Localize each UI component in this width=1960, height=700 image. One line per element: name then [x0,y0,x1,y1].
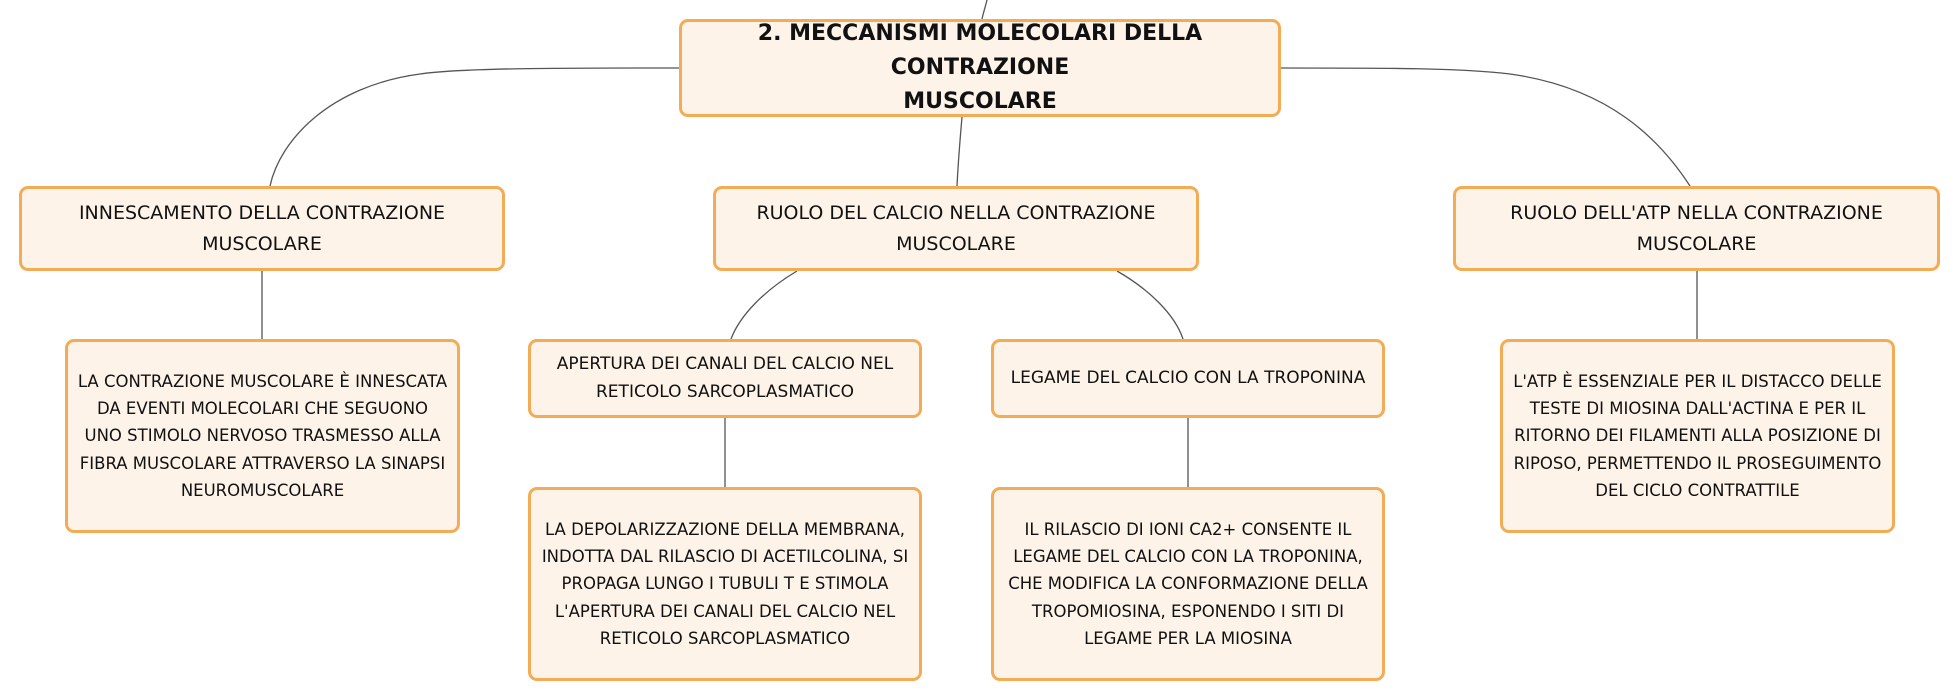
atp-topic-node[interactable] [1453,186,1940,271]
root-topic-text: 2. MECCANISMI MOLECOLARI DELLA CONTRAZIONE MUSCOLARE [757,20,1203,115]
apertura-canali-node[interactable] [528,339,922,418]
root-topic-node[interactable] [679,19,1281,117]
legame-detail-node[interactable] [991,487,1385,681]
innescamento-topic-text: INNESCAMENTO DELLA CONTRAZIONE MUSCOLARE [78,202,446,255]
legame-troponina-node[interactable] [991,339,1385,418]
innescamento-detail-text: LA CONTRAZIONE MUSCOLARE È INNESCATA DA EVENTI MOLECOLARI CHE SEGUONO UNO STIMOLO NERVOSO TRASMESSO ALLA FIBRA MUSCOLARE ATTRAVERSO LA SINAPSI NEUROMUSCOLARE [77,372,448,500]
legame-detail-text: IL RILASCIO DI IONI CA2+ CONSENTE IL LEGAME DEL CALCIO CON LA TROPONINA, CHE MODIFICA LA CONFORMAZIONE DELLA TROPOMIOSINA, ESPONENDO I SITI DI LEGAME PER LA MIOSINA [1008,520,1368,648]
connector-root-to-calcio [957,117,962,186]
connector-calcio-to-apertura [731,271,797,339]
legame-troponina-text: LEGAME DEL CALCIO CON LA TROPONINA [1010,367,1366,388]
apertura-canali-text: APERTURA DEI CANALI DEL CALCIO NEL RETICOLO SARCOPLASMATICO [556,354,894,402]
innescamento-detail-node[interactable] [65,339,460,533]
connector-root-to-innescamento [270,68,679,186]
atp-topic-text: RUOLO DELL'ATP NELLA CONTRAZIONE MUSCOLARE [1510,202,1883,255]
atp-detail-text: L'ATP È ESSENZIALE PER IL DISTACCO DELLE TESTE DI MIOSINA DALL'ACTINA E PER IL RITORNO DEI FILAMENTI ALLA POSIZIONE DI RIPOSO, PERMETTENDO IL PROSEGUIMENTO DEL CICLO CONTRATTILE [1513,372,1882,500]
atp-detail-node[interactable] [1500,339,1895,533]
connector-calcio-to-legame [1117,271,1183,339]
connector-root-to-atp [1281,68,1690,186]
innescamento-topic-node[interactable] [19,186,505,271]
calcio-topic-text: RUOLO DEL CALCIO NELLA CONTRAZIONE MUSCOLARE [756,202,1156,255]
apertura-detail-text: LA DEPOLARIZZAZIONE DELLA MEMBRANA, INDOTTA DAL RILASCIO DI ACETILCOLINA, SI PROPAGA LUNGO I TUBULI T E STIMOLA L'APERTURA DEI CANALI DEL CALCIO NEL RETICOLO SARCOPLASMATICO [541,520,909,648]
apertura-detail-node[interactable] [528,487,922,681]
calcio-topic-node[interactable] [713,186,1199,271]
